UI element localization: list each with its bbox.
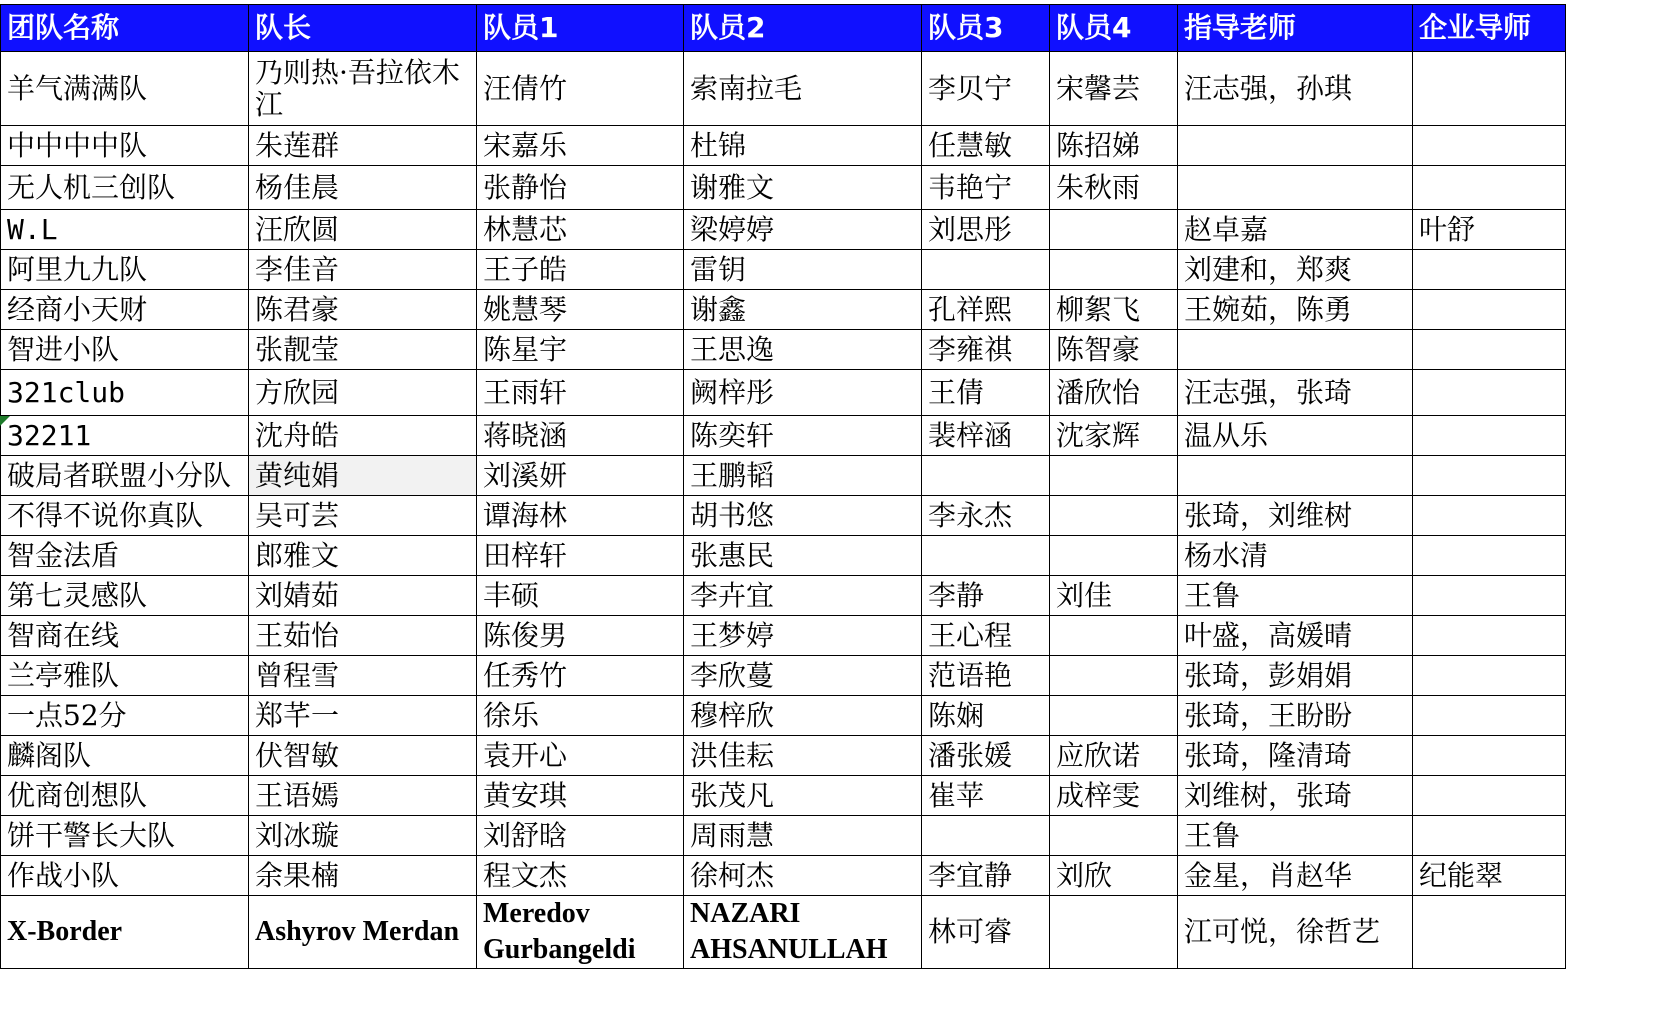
team-name-cell[interactable]: 麟阁队 (1, 736, 249, 776)
industry-mentor-cell[interactable] (1413, 166, 1566, 210)
member-2-cell[interactable]: 阙梓彤 (684, 370, 922, 416)
header-row (1, 5, 1566, 52)
advisor-cell[interactable]: 杨水清 (1178, 536, 1413, 576)
team-name-cell[interactable]: 智金法盾 (1, 536, 249, 576)
table-row (1, 776, 1566, 816)
member-2-cell[interactable]: 索南拉毛 (684, 52, 922, 126)
header-captain[interactable]: 队长 (249, 5, 477, 52)
team-name-cell[interactable]: 阿里九九队 (1, 250, 249, 290)
member-4-cell[interactable] (1050, 250, 1178, 290)
table-row (1, 736, 1566, 776)
member-1-cell[interactable]: 程文杰 (477, 856, 684, 896)
member-3-cell[interactable]: 王心程 (922, 616, 1050, 656)
table-row (1, 370, 1566, 416)
advisor-cell[interactable] (1178, 330, 1413, 370)
industry-mentor-cell[interactable] (1413, 290, 1566, 330)
industry-mentor-cell[interactable] (1413, 416, 1566, 456)
table-row (1, 576, 1566, 616)
member-3-cell[interactable]: 韦艳宁 (922, 166, 1050, 210)
captain-cell[interactable]: 郎雅文 (249, 536, 477, 576)
member-3-cell[interactable]: 陈娴 (922, 696, 1050, 736)
industry-mentor-cell[interactable] (1413, 736, 1566, 776)
member-4-cell[interactable]: 潘欣怡 (1050, 370, 1178, 416)
advisor-cell[interactable]: 金星，肖赵华 (1178, 856, 1413, 896)
member-4-cell[interactable]: 陈智豪 (1050, 330, 1178, 370)
table-row (1, 416, 1566, 456)
member-1-cell[interactable]: 丰硕 (477, 576, 684, 616)
header-member-4[interactable]: 队员4 (1050, 5, 1178, 52)
advisor-cell[interactable]: 叶盛，高媛晴 (1178, 616, 1413, 656)
captain-cell[interactable]: 王茹怡 (249, 616, 477, 656)
advisor-cell[interactable] (1178, 456, 1413, 496)
industry-mentor-cell[interactable] (1413, 52, 1566, 126)
member-1-cell[interactable]: 谭海林 (477, 496, 684, 536)
member-1-cell[interactable]: 刘舒晗 (477, 816, 684, 856)
captain-cell[interactable]: 汪欣圆 (249, 210, 477, 250)
member-1-cell[interactable]: 徐乐 (477, 696, 684, 736)
header-advisor[interactable]: 指导老师 (1178, 5, 1413, 52)
team-name-cell[interactable]: X-Border (1, 896, 249, 969)
team-name-cell[interactable]: 经商小天财 (1, 290, 249, 330)
member-3-cell[interactable] (922, 536, 1050, 576)
team-name-cell[interactable]: 无人机三创队 (1, 166, 249, 210)
industry-mentor-cell[interactable] (1413, 576, 1566, 616)
table-row (1, 126, 1566, 166)
captain-cell[interactable]: 伏智敏 (249, 736, 477, 776)
captain-cell[interactable]: 曾程雪 (249, 656, 477, 696)
member-3-cell[interactable]: 李贝宁 (922, 52, 1050, 126)
member-2-cell[interactable]: 徐柯杰 (684, 856, 922, 896)
industry-mentor-cell[interactable] (1413, 536, 1566, 576)
member-4-cell[interactable]: 朱秋雨 (1050, 166, 1178, 210)
member-2-cell[interactable]: 周雨慧 (684, 816, 922, 856)
member-2-cell[interactable]: 洪佳耘 (684, 736, 922, 776)
member-1-cell[interactable]: 林慧芯 (477, 210, 684, 250)
advisor-cell[interactable]: 张琦，刘维树 (1178, 496, 1413, 536)
industry-mentor-cell[interactable] (1413, 616, 1566, 656)
member-1-cell[interactable]: 田梓轩 (477, 536, 684, 576)
team-name-cell[interactable]: 优商创想队 (1, 776, 249, 816)
member-4-cell[interactable] (1050, 816, 1178, 856)
team-name-cell[interactable]: 羊气满满队 (1, 52, 249, 126)
team-roster-table (0, 4, 1566, 969)
member-3-cell[interactable]: 林可睿 (922, 896, 1050, 969)
table-row (1, 52, 1566, 126)
team-name-cell[interactable]: 一点52分 (1, 696, 249, 736)
member-2-cell[interactable]: 王梦婷 (684, 616, 922, 656)
advisor-cell[interactable]: 王婉茹，陈勇 (1178, 290, 1413, 330)
team-name-cell[interactable]: 饼干警长大队 (1, 816, 249, 856)
captain-cell[interactable]: 李佳音 (249, 250, 477, 290)
member-1-cell[interactable]: 王子皓 (477, 250, 684, 290)
member-2-cell[interactable]: 张茂凡 (684, 776, 922, 816)
member-3-cell[interactable]: 刘思彤 (922, 210, 1050, 250)
member-1-cell[interactable]: 姚慧琴 (477, 290, 684, 330)
table-body (1, 52, 1566, 969)
table-row (1, 616, 1566, 656)
member-1-cell[interactable]: 任秀竹 (477, 656, 684, 696)
table-row (1, 330, 1566, 370)
advisor-cell[interactable]: 温从乐 (1178, 416, 1413, 456)
member-3-cell[interactable]: 王倩 (922, 370, 1050, 416)
industry-mentor-cell[interactable] (1413, 330, 1566, 370)
advisor-cell[interactable]: 江可悦，徐哲艺 (1178, 896, 1413, 969)
advisor-cell[interactable]: 刘维树，张琦 (1178, 776, 1413, 816)
industry-mentor-cell[interactable] (1413, 496, 1566, 536)
member-2-cell[interactable]: 穆梓欣 (684, 696, 922, 736)
industry-mentor-cell[interactable] (1413, 456, 1566, 496)
industry-mentor-cell[interactable]: 纪能翠 (1413, 856, 1566, 896)
team-name-cell[interactable]: 智进小队 (1, 330, 249, 370)
member-3-cell[interactable]: 李雍祺 (922, 330, 1050, 370)
advisor-cell[interactable] (1178, 166, 1413, 210)
member-2-cell[interactable]: 谢雅文 (684, 166, 922, 210)
member-2-cell[interactable]: 李卉宜 (684, 576, 922, 616)
advisor-cell[interactable]: 刘建和，郑爽 (1178, 250, 1413, 290)
table-row (1, 290, 1566, 330)
table-row (1, 496, 1566, 536)
advisor-cell[interactable]: 张琦，王盼盼 (1178, 696, 1413, 736)
member-1-cell[interactable]: 王雨轩 (477, 370, 684, 416)
member-4-cell[interactable]: 柳絮飞 (1050, 290, 1178, 330)
member-3-cell[interactable]: 崔苹 (922, 776, 1050, 816)
industry-mentor-cell[interactable] (1413, 776, 1566, 816)
team-name-cell[interactable]: 321club (1, 370, 249, 416)
header-member-2[interactable]: 队员2 (684, 5, 922, 52)
member-3-cell[interactable] (922, 250, 1050, 290)
member-2-cell[interactable]: 王鹏韬 (684, 456, 922, 496)
member-3-cell[interactable]: 潘张媛 (922, 736, 1050, 776)
captain-cell[interactable]: 黄纯娟 (249, 456, 477, 496)
header-member-3[interactable]: 队员3 (922, 5, 1050, 52)
table-row (1, 896, 1566, 969)
table-row (1, 456, 1566, 496)
table-row (1, 816, 1566, 856)
captain-cell[interactable]: 郑芊一 (249, 696, 477, 736)
advisor-cell[interactable] (1178, 126, 1413, 166)
team-name-cell[interactable]: 破局者联盟小分队 (1, 456, 249, 496)
captain-cell[interactable]: 余果楠 (249, 856, 477, 896)
member-3-cell[interactable]: 任慧敏 (922, 126, 1050, 166)
team-name-cell[interactable]: 智商在线 (1, 616, 249, 656)
member-4-cell[interactable] (1050, 536, 1178, 576)
table-row (1, 250, 1566, 290)
captain-cell[interactable]: 张靓莹 (249, 330, 477, 370)
captain-cell[interactable]: 乃则热·吾拉依木江 (249, 52, 477, 126)
member-1-cell[interactable]: 宋嘉乐 (477, 126, 684, 166)
industry-mentor-cell[interactable] (1413, 896, 1566, 969)
industry-mentor-cell[interactable] (1413, 656, 1566, 696)
header-team-name[interactable]: 团队名称 (1, 5, 249, 52)
member-4-cell[interactable]: 成梓雯 (1050, 776, 1178, 816)
captain-cell[interactable]: 朱莲群 (249, 126, 477, 166)
table-row (1, 856, 1566, 896)
team-name-cell[interactable]: W.L (1, 210, 249, 250)
cell-comment-marker (0, 416, 10, 426)
member-1-cell[interactable]: 张静怡 (477, 166, 684, 210)
table-row (1, 656, 1566, 696)
industry-mentor-cell[interactable]: 叶舒 (1413, 210, 1566, 250)
industry-mentor-cell[interactable] (1413, 370, 1566, 416)
advisor-cell[interactable]: 张琦，隆清琦 (1178, 736, 1413, 776)
table-row (1, 696, 1566, 736)
captain-cell[interactable]: 刘冰璇 (249, 816, 477, 856)
member-1-cell[interactable]: 黄安琪 (477, 776, 684, 816)
team-name-cell[interactable]: 第七灵感队 (1, 576, 249, 616)
member-4-cell[interactable] (1050, 210, 1178, 250)
advisor-cell[interactable]: 汪志强，孙琪 (1178, 52, 1413, 126)
member-2-cell[interactable]: 梁婷婷 (684, 210, 922, 250)
team-name-cell[interactable]: 32211 (1, 416, 249, 456)
member-2-cell[interactable]: 王思逸 (684, 330, 922, 370)
team-name-cell[interactable]: 不得不说你真队 (1, 496, 249, 536)
member-2-cell[interactable]: 谢鑫 (684, 290, 922, 330)
member-4-cell[interactable]: 陈招娣 (1050, 126, 1178, 166)
captain-cell[interactable]: 杨佳晨 (249, 166, 477, 210)
captain-cell[interactable]: 刘婧茹 (249, 576, 477, 616)
advisor-cell[interactable]: 王鲁 (1178, 576, 1413, 616)
captain-cell[interactable]: 陈君豪 (249, 290, 477, 330)
member-3-cell[interactable] (922, 456, 1050, 496)
industry-mentor-cell[interactable] (1413, 816, 1566, 856)
industry-mentor-cell[interactable] (1413, 126, 1566, 166)
member-4-cell[interactable]: 宋馨芸 (1050, 52, 1178, 126)
member-1-cell[interactable]: 袁开心 (477, 736, 684, 776)
member-3-cell[interactable]: 范语艳 (922, 656, 1050, 696)
captain-cell[interactable]: 沈舟皓 (249, 416, 477, 456)
table-row (1, 210, 1566, 250)
member-1-cell[interactable]: 刘溪妍 (477, 456, 684, 496)
industry-mentor-cell[interactable] (1413, 250, 1566, 290)
advisor-cell[interactable]: 汪志强，张琦 (1178, 370, 1413, 416)
team-name-cell[interactable]: 作战小队 (1, 856, 249, 896)
member-3-cell[interactable]: 李永杰 (922, 496, 1050, 536)
captain-cell[interactable]: 吴可芸 (249, 496, 477, 536)
member-1-cell[interactable]: Meredov Gurbangeldi (477, 896, 684, 969)
member-1-cell[interactable]: 陈俊男 (477, 616, 684, 656)
advisor-cell[interactable]: 赵卓嘉 (1178, 210, 1413, 250)
advisor-cell[interactable]: 王鲁 (1178, 816, 1413, 856)
header-member-1[interactable]: 队员1 (477, 5, 684, 52)
advisor-cell[interactable]: 张琦，彭娟娟 (1178, 656, 1413, 696)
member-2-cell[interactable]: 胡书悠 (684, 496, 922, 536)
member-2-cell[interactable]: 李欣蔓 (684, 656, 922, 696)
member-2-cell[interactable]: 杜锦 (684, 126, 922, 166)
member-3-cell[interactable] (922, 816, 1050, 856)
member-1-cell[interactable]: 陈星宇 (477, 330, 684, 370)
captain-cell[interactable]: Ashyrov Merdan (249, 896, 477, 969)
member-4-cell[interactable] (1050, 696, 1178, 736)
member-4-cell[interactable] (1050, 496, 1178, 536)
member-2-cell[interactable]: 陈奕轩 (684, 416, 922, 456)
team-name-cell[interactable]: 兰亭雅队 (1, 656, 249, 696)
member-4-cell[interactable] (1050, 616, 1178, 656)
member-4-cell[interactable]: 应欣诺 (1050, 736, 1178, 776)
member-2-cell[interactable]: NAZARI AHSANULLAH (684, 896, 922, 969)
member-4-cell[interactable]: 刘欣 (1050, 856, 1178, 896)
table-row (1, 166, 1566, 210)
member-3-cell[interactable]: 裴梓涵 (922, 416, 1050, 456)
member-3-cell[interactable]: 李静 (922, 576, 1050, 616)
member-4-cell[interactable] (1050, 456, 1178, 496)
header-industry-mentor[interactable]: 企业导师 (1413, 5, 1566, 52)
member-4-cell[interactable]: 沈家辉 (1050, 416, 1178, 456)
member-4-cell[interactable] (1050, 656, 1178, 696)
table-row (1, 536, 1566, 576)
team-name-cell[interactable]: 中中中中队 (1, 126, 249, 166)
member-4-cell[interactable] (1050, 896, 1178, 969)
member-4-cell[interactable]: 刘佳 (1050, 576, 1178, 616)
member-1-cell[interactable]: 蒋晓涵 (477, 416, 684, 456)
member-3-cell[interactable]: 孔祥熙 (922, 290, 1050, 330)
member-2-cell[interactable]: 张惠民 (684, 536, 922, 576)
industry-mentor-cell[interactable] (1413, 696, 1566, 736)
captain-cell[interactable]: 方欣园 (249, 370, 477, 416)
member-3-cell[interactable]: 李宜静 (922, 856, 1050, 896)
member-1-cell[interactable]: 汪倩竹 (477, 52, 684, 126)
captain-cell[interactable]: 王语嫣 (249, 776, 477, 816)
member-2-cell[interactable]: 雷钥 (684, 250, 922, 290)
